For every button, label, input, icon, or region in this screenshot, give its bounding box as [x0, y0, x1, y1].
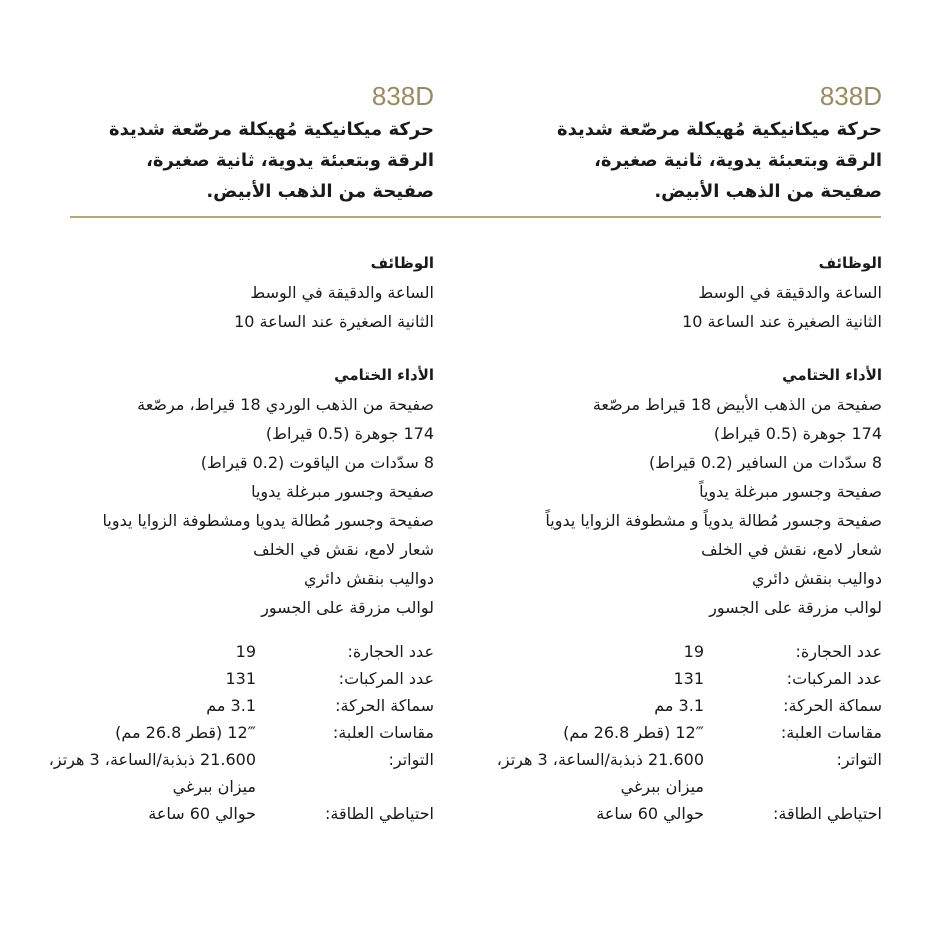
spec-row [4, 746, 434, 800]
finishing-item: دواليب بنقش دائري [751, 569, 882, 588]
movement-column-rose-gold [4, 78, 434, 823]
spec-value: حوالي 60 ساعة [148, 804, 256, 823]
finishing-title: الأداء الختامي [334, 366, 434, 384]
movement-column-white-gold [462, 78, 882, 823]
spec-value: حوالي 60 ساعة [596, 804, 704, 823]
spec-value: 12‴ (قطر 26.8 مم) [115, 723, 256, 742]
headline-line: صفيحة من الذهب الأبيض. [206, 181, 434, 202]
spec-row [462, 719, 882, 746]
finishing-title: الأداء الختامي [782, 366, 882, 384]
spec-row [462, 746, 882, 800]
finishing-item: شعار لامع، نقش في الخلف [253, 540, 434, 559]
specs-table [4, 638, 434, 827]
spec-value: 131 [225, 669, 256, 688]
spec-row [4, 800, 434, 827]
spec-label: عدد المركبات: [338, 669, 434, 688]
spec-value: 131 [673, 669, 704, 688]
finishing-item: دواليب بنقش دائري [303, 569, 434, 588]
finishing-section [462, 360, 882, 622]
spec-value: 19 [683, 642, 704, 661]
finishing-item: صفيحة وجسور مُطالة يدوياً و مشطوفة الزوايا يدوياً [545, 511, 882, 530]
finishing-item: لوالب مزرقة على الجسور [709, 598, 882, 617]
specs-table [462, 638, 882, 827]
function-item: الثانية الصغيرة عند الساعة 10 [682, 312, 882, 331]
spec-row [4, 692, 434, 719]
spec-label: عدد المركبات: [786, 669, 882, 688]
spec-label: مقاسات العلبة: [332, 723, 434, 742]
finishing-item: صفيحة وجسور مُطالة يدويا ومشطوفة الزوايا يدويا [102, 511, 434, 530]
headline-line: صفيحة من الذهب الأبيض. [654, 181, 882, 202]
headline-line: حركة ميكانيكية مُهيكلة مرصّعة شديدة [109, 119, 434, 140]
spec-label: سماكة الحركة: [335, 696, 434, 715]
spec-label: مقاسات العلبة: [780, 723, 882, 742]
headline-line: الرقة وبتعبئة يدوية، ثانية صغيرة، [594, 150, 882, 171]
reference-number: 838D [371, 81, 434, 111]
spec-label: التواتر: [388, 750, 434, 769]
finishing-item: صفيحة من الذهب الأبيض 18 قيراط مرصّعة [592, 395, 882, 414]
spec-row [462, 692, 882, 719]
finishing-item: 8 سدّدات من الياقوت (0.2 قيراط) [200, 453, 434, 472]
headline-line: الرقة وبتعبئة يدوية، ثانية صغيرة، [146, 150, 434, 171]
spec-value [462, 746, 704, 800]
function-item: الثانية الصغيرة عند الساعة 10 [234, 312, 434, 331]
function-item: الساعة والدقيقة في الوسط [698, 283, 882, 302]
functions-title: الوظائف [370, 254, 434, 272]
spec-row [4, 665, 434, 692]
finishing-item: 174 جوهرة (0.5 قيراط) [713, 424, 882, 443]
spec-value-line: ميزان ببرغي [620, 777, 704, 796]
spec-value: 12‴ (قطر 26.8 مم) [563, 723, 704, 742]
spec-row [4, 719, 434, 746]
spec-row [462, 665, 882, 692]
spec-value: 3.1 مم [206, 696, 256, 715]
function-item: الساعة والدقيقة في الوسط [250, 283, 434, 302]
spec-value: 3.1 مم [654, 696, 704, 715]
spec-value-line: 21.600 ذبذبة/الساعة، 3 هرتز، [48, 750, 256, 769]
spec-value-line: ميزان ببرغي [172, 777, 256, 796]
finishing-item: 8 سدّدات من السافير (0.2 قيراط) [648, 453, 882, 472]
spec-value-line: 21.600 ذبذبة/الساعة، 3 هرتز، [496, 750, 704, 769]
finishing-item: شعار لامع، نقش في الخلف [701, 540, 882, 559]
spec-label: عدد الحجارة: [795, 642, 882, 661]
spec-label: عدد الحجارة: [347, 642, 434, 661]
headline [462, 114, 882, 207]
finishing-item: لوالب مزرقة على الجسور [261, 598, 434, 617]
finishing-item: صفيحة من الذهب الوردي 18 قيراط، مرصّعة [137, 395, 434, 414]
spec-label: التواتر: [836, 750, 882, 769]
functions-title: الوظائف [818, 254, 882, 272]
finishing-section [4, 360, 434, 622]
spec-row [462, 800, 882, 827]
finishing-item: صفيحة وجسور مبرغلة يدويا [251, 482, 434, 501]
spec-row [4, 638, 434, 665]
functions-section [462, 248, 882, 336]
section-divider [70, 216, 881, 218]
headline [4, 114, 434, 207]
headline-line: حركة ميكانيكية مُهيكلة مرصّعة شديدة [557, 119, 882, 140]
spec-label: احتياطي الطاقة: [325, 804, 434, 823]
spec-row [462, 638, 882, 665]
finishing-item: صفيحة وجسور مبرغلة يدوياً [699, 482, 882, 501]
spec-value: 19 [235, 642, 256, 661]
spec-label: سماكة الحركة: [783, 696, 882, 715]
reference-number: 838D [819, 81, 882, 111]
functions-section [4, 248, 434, 336]
spec-value [4, 746, 256, 800]
finishing-item: 174 جوهرة (0.5 قيراط) [265, 424, 434, 443]
spec-label: احتياطي الطاقة: [773, 804, 882, 823]
